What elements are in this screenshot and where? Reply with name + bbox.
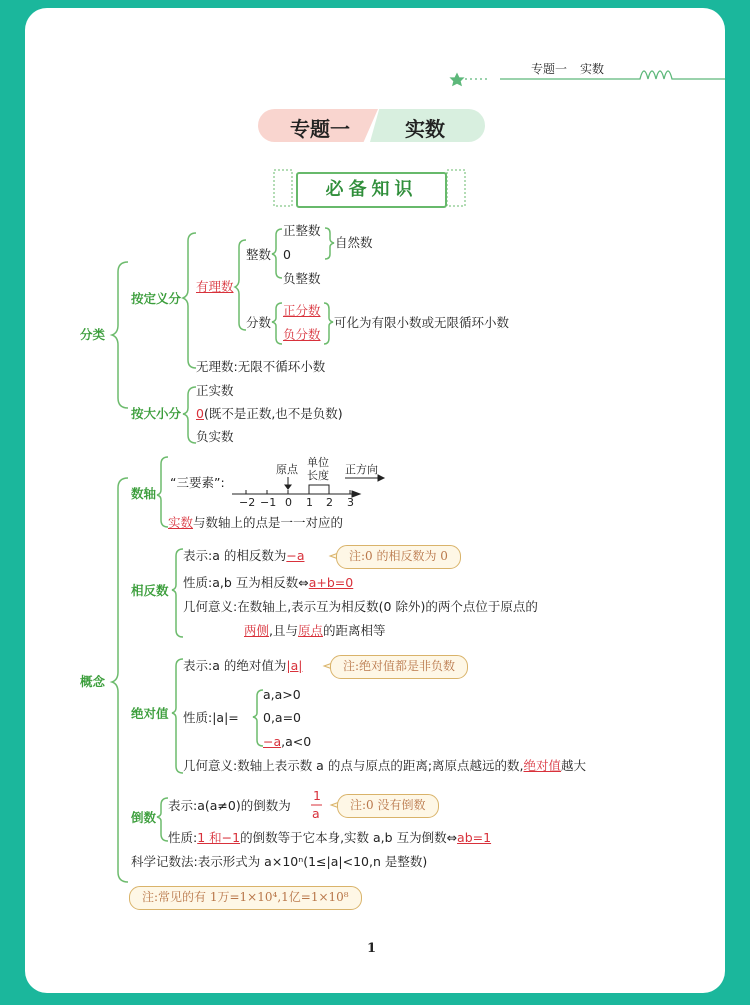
opposite-geo: 几何意义:在数轴上,表示互为相反数(0 除外)的两个点位于原点的 xyxy=(183,599,538,614)
absolute-geo-line xyxy=(183,758,586,774)
reciprocal-denominator: a xyxy=(312,806,320,821)
absolute-def-red: |a| xyxy=(286,658,303,673)
opposite-note: 注:0 的相反数为 0 xyxy=(336,545,461,569)
correspondence-line xyxy=(168,515,343,531)
reciprocal-prop-red: 1 和−1 xyxy=(197,830,241,845)
reciprocal-prop-line xyxy=(168,830,491,846)
header-topic: 实数 xyxy=(580,62,605,76)
knowledge-heading: 必备知识 xyxy=(296,172,447,208)
scientific-notation: 科学记数法:表示形式为 a×10ⁿ(1≤|a|<10,n 是整数) xyxy=(131,854,428,869)
reciprocal-prop-red2: ab=1 xyxy=(457,830,492,845)
opposite-geo-line2 xyxy=(244,623,386,639)
absolute-note: 注:绝对值都是非负数 xyxy=(330,655,468,679)
integer-label: 整数 xyxy=(246,247,272,262)
tick-label: 2 xyxy=(326,496,333,509)
opposite-label: 相反数 xyxy=(131,583,169,598)
reciprocal-prop: 性质: xyxy=(168,830,198,845)
tick-label: 3 xyxy=(347,496,354,509)
opposite-prop-red: a+b=0 xyxy=(308,575,354,590)
classify-label: 分类 xyxy=(80,327,106,342)
reciprocal-label: 倒数 xyxy=(131,810,157,825)
abs-case-3-line xyxy=(263,734,311,750)
opposite-def-line xyxy=(183,548,305,564)
by-size-label: 按大小分 xyxy=(131,406,182,421)
reciprocal-numerator: 1 xyxy=(313,788,321,803)
zero-item: 0 xyxy=(283,247,291,262)
positive-integer: 正整数 xyxy=(283,223,321,238)
positive-real: 正实数 xyxy=(196,383,234,398)
natural-number: 自然数 xyxy=(335,235,373,250)
unit-label-1: 单位 xyxy=(307,456,329,469)
tick-label: −1 xyxy=(260,496,277,509)
correspondence-text: 与数轴上的点是一一对应的 xyxy=(193,515,344,530)
two-sides-red: 两侧 xyxy=(244,623,270,638)
opposite-def: 表示:a 的相反数为 xyxy=(183,548,287,563)
direction-label: 正方向 xyxy=(345,463,378,476)
abs-case-3: ,a<0 xyxy=(281,734,312,749)
unit-label-2: 长度 xyxy=(307,469,329,482)
concept-label: 概念 xyxy=(80,674,106,689)
abs-case-1: a,a>0 xyxy=(263,687,301,702)
opposite-def-red: −a xyxy=(286,548,305,563)
abs-case-2: 0,a=0 xyxy=(263,710,302,725)
absolute-geo: 几何意义:数轴上表示数 a 的点与原点的距离;离原点越远的数, xyxy=(183,758,524,773)
fraction-label: 分数 xyxy=(246,315,272,330)
header-section: 专题一 xyxy=(531,62,568,76)
zero-real-line xyxy=(196,406,343,422)
absolute-def-line xyxy=(183,658,302,674)
tick-label: −2 xyxy=(239,496,256,509)
abs-case-3-red: −a xyxy=(263,734,282,749)
absolute-geo-end: 越大 xyxy=(561,758,587,773)
by-definition-label: 按定义分 xyxy=(131,291,182,306)
opposite-prop-line xyxy=(183,575,353,591)
origin-label: 原点 xyxy=(276,463,298,476)
tick-label: 0 xyxy=(285,496,292,509)
negative-fraction: 负分数 xyxy=(283,327,321,342)
rational-label: 有理数 xyxy=(196,279,234,294)
geo-end: 的距离相等 xyxy=(323,623,386,638)
reciprocal-prop-mid: 的倒数等于它本身,实数 a,b 互为倒数⇔ xyxy=(240,830,458,845)
three-elements: “三要素”: xyxy=(170,475,225,490)
scientific-note: 注:常见的有 1万=1×10⁴,1亿=1×10⁸ xyxy=(129,886,362,910)
negative-integer: 负整数 xyxy=(283,271,321,286)
absolute-geo-red: 绝对值 xyxy=(523,758,562,773)
negative-real: 负实数 xyxy=(196,429,234,444)
absolute-label: 绝对值 xyxy=(131,706,169,721)
reciprocal-def: 表示:a(a≠0)的倒数为 xyxy=(168,798,291,813)
origin-red: 原点 xyxy=(298,623,324,638)
opposite-prop: 性质:a,b 互为相反数⇔ xyxy=(183,575,309,590)
absolute-def: 表示:a 的绝对值为 xyxy=(183,658,287,673)
reciprocal-note: 注:0 没有倒数 xyxy=(337,794,439,818)
irrational-label: 无理数:无限不循环小数 xyxy=(196,359,326,374)
geo-mid: ,且与 xyxy=(269,623,298,638)
positive-fraction: 正分数 xyxy=(283,303,321,318)
zero-red: 0 xyxy=(196,406,204,421)
zero-note: (既不是正数,也不是负数) xyxy=(203,406,343,421)
absolute-prop: 性质:|a|= xyxy=(183,710,239,725)
title-right: 实数 xyxy=(405,117,445,141)
tick-label: 1 xyxy=(306,496,313,509)
title-left: 专题一 xyxy=(290,117,350,141)
real-number-red: 实数 xyxy=(168,515,194,530)
fraction-note: 可化为有限小数或无限循环小数 xyxy=(334,315,510,330)
page-number: 1 xyxy=(367,941,377,956)
axis-label: 数轴 xyxy=(131,486,157,501)
